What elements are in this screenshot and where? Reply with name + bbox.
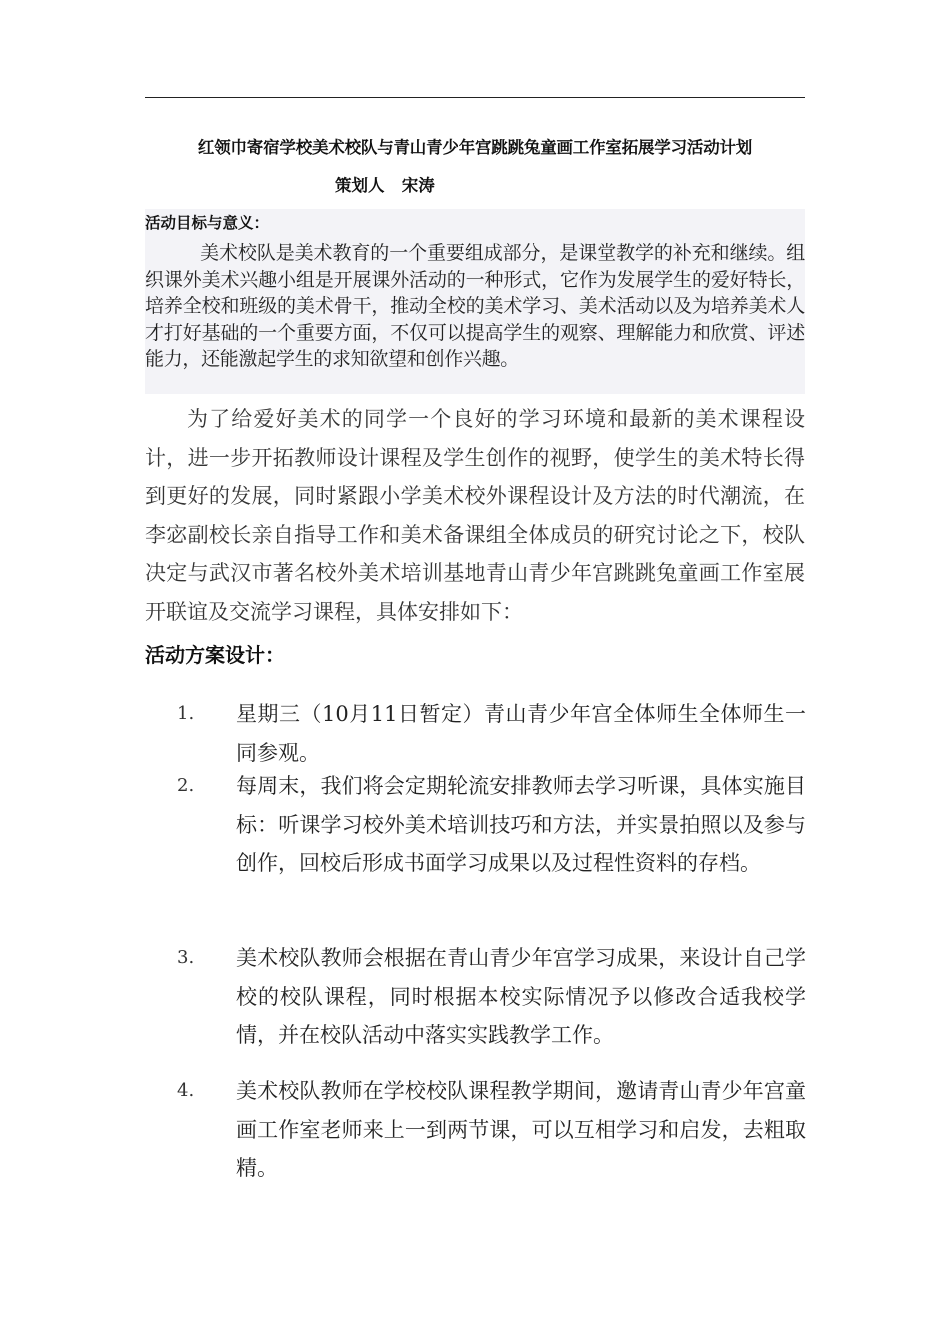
- header-rule: [145, 97, 805, 98]
- plan-heading: 活动方案设计：: [145, 643, 285, 667]
- planner-line: 策划人 宋涛: [335, 176, 435, 195]
- plan-item-text: 星期三（10月11日暂定）青山青少年宫全体师生全体师生一同参观。: [236, 702, 806, 765]
- goal-heading: 活动目标与意义：: [145, 214, 270, 232]
- plan-item-number: 3.: [177, 947, 195, 968]
- plan-item-text: 美术校队教师在学校校队课程教学期间，邀请青山青少年宫童画工作室老师来上一到两节课，可以互相学习和启发，去粗取精。: [236, 1079, 806, 1180]
- plan-item-number: 1.: [177, 703, 195, 724]
- plan-item-text: 美术校队教师会根据在青山青少年宫学习成果，来设计自己学校的校队课程，同时根据本校实际情况予以修改合适我校学情，并在校队活动中落实实践教学工作。: [236, 946, 806, 1047]
- intro-paragraph: 为了给爱好美术的同学一个良好的学习环境和最新的美术课程设计，进一步开拓教师设计课程及学生创作的视野，使学生的美术特长得到更好的发展，同时紧跟小学美术校外课程设计及方法的时代潮流，在李宓副校长亲自指导工作和美术备课组全体成员的研究讨论之下，校队决定与武汉市著名校外美术培训基地青山青少年宫跳跳兔童画工作室展开联谊及交流学习课程，具体安排如下：: [145, 407, 805, 624]
- goal-paragraph: 美术校队是美术教育的一个重要组成部分，是课堂教学的补充和继续。组织课外美术兴趣小组是开展课外活动的一种形式，它作为发展学生的爱好特长，培养全校和班级的美术骨干，推动全校的美术学习、美术活动以及为培养美术人才打好基础的一个重要方面，不仅可以提高学生的观察、理解能力和欣赏、评述能力，还能激起学生的求知欲望和创作兴趣。: [145, 242, 805, 370]
- plan-item-number: 4.: [177, 1080, 195, 1101]
- plan-item-number: 2.: [177, 775, 195, 796]
- document-title: 红领巾寄宿学校美术校队与青山青少年宫跳跳兔童画工作室拓展学习活动计划: [197, 138, 753, 157]
- plan-item-text: 每周末，我们将会定期轮流安排教师去学习听课，具体实施目标：听课学习校外美术培训技巧和方法，并实景拍照以及参与创作，回校后形成书面学习成果以及过程性资料的存档。: [236, 774, 806, 875]
